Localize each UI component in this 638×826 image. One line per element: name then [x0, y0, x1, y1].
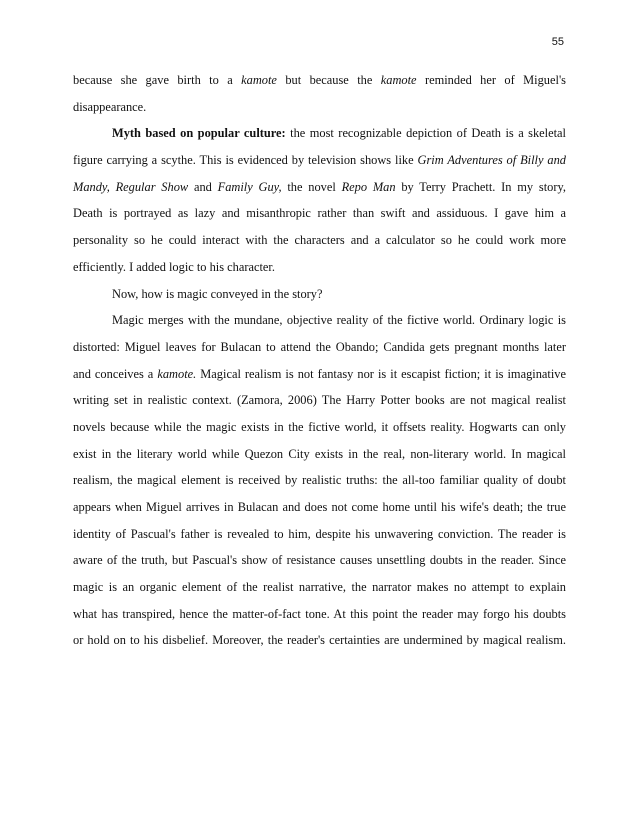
text-line: figure carrying a scythe. This is evidenced by television shows like Grim Adventures of Billy and	[73, 153, 566, 168]
text-line: Death is portrayed as lazy and misanthropic rather than swift and assiduous. I gave him a	[73, 206, 566, 221]
text-line: magic is an organic element of the realist narrative, the narrator makes no attempt to explain	[73, 580, 566, 595]
text-line: exist in the literary world while Quezon City exists in the real, non-literary world. In magical	[73, 446, 566, 461]
page-number: 55	[551, 36, 564, 48]
text-line: personality so he could interact with the characters and a calculator so he could work more	[73, 233, 566, 248]
text-line: disappearance.	[73, 99, 147, 114]
text-line: appears when Miguel arrives in Bulacan and does not come home until his wife's death; the true	[73, 500, 566, 514]
text-line: aware of the truth, but Pascual's show of resistance causes unsettling doubts in the reader. Since	[73, 553, 566, 568]
text-line: distorted: Miguel leaves for Bulacan to attend the Obando; Candida gets pregnant months later	[73, 339, 566, 354]
text-line: efficiently. I added logic to his character.	[73, 259, 275, 274]
text-line: because she gave birth to a kamote but because the kamote reminded her of Miguel's	[73, 73, 567, 87]
section-heading: Myth based on popular culture:	[112, 126, 286, 141]
text-line: what has transpired, hence the matter-of-fact tone. At this point the reader may forgo his doubts	[73, 606, 566, 621]
text-line: Mandy, Regular Show and Family Guy, the novel Repo Man by Terry Prachett. In my story,	[73, 179, 566, 194]
text-line: Magic merges with the mundane, objective reality of the fictive world. Ordinary logic is	[112, 313, 566, 328]
text-line: writing set in realistic context. (Zamora, 2006) The Harry Potter books are not magical realist	[73, 393, 566, 408]
text-line: realism, the magical element is received by realistic truths: the all-too familiar quality of doubt	[73, 473, 566, 488]
text-line: or hold on to his disbelief. Moreover, the reader's certainties are undermined by magical realism.	[73, 633, 566, 648]
text-line: identity of Pascual's father is revealed to him, despite his unwavering conviction. The reader is	[73, 526, 566, 541]
text-line: Myth based on popular culture: the most recognizable depiction of Death is a skeletal	[112, 126, 567, 141]
text-line: and conceives a kamote. Magical realism is not fantasy nor is it escapist fiction; it is imaginative	[73, 366, 566, 381]
text-line: Now, how is magic conveyed in the story?	[112, 286, 323, 301]
document-body	[73, 67, 566, 654]
text-line: novels because while the magic exists in the fictive world, it offsets reality. Hogwarts can only	[73, 419, 566, 434]
